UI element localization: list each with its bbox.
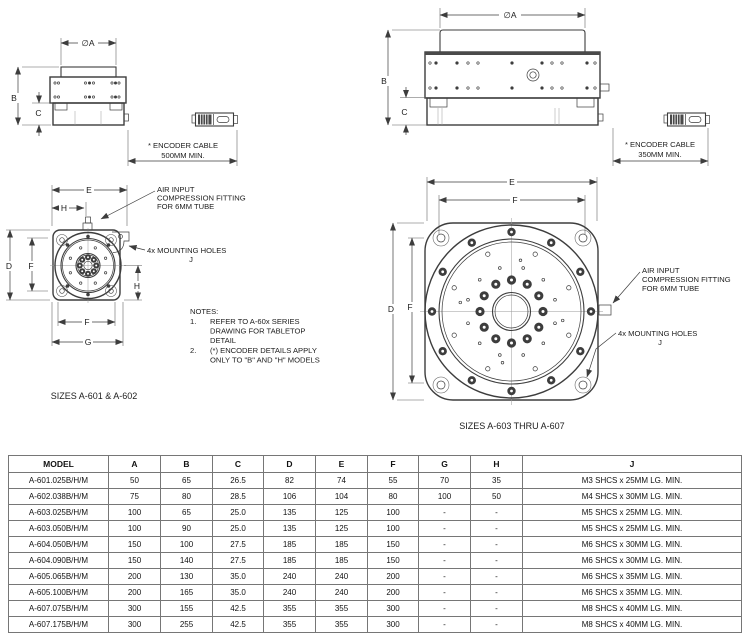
table-cell: 240 [316,569,368,585]
table-row [9,537,742,553]
table-cell: A-603.050B/H/M [9,521,109,537]
note-2-line1: (*) ENCODER DETAILS APPLY [210,346,317,355]
table-cell: 130 [161,569,213,585]
dim-e: E [509,177,515,187]
dim-e: E [86,185,92,195]
table-cell: - [419,585,471,601]
dim-b: B [381,76,387,86]
table-row [9,505,742,521]
table-cell: 240 [264,569,316,585]
encoder-cable-note-line2: 500MM MIN. [161,151,205,160]
dim-c: C [35,108,42,118]
dim-dia-a: ∅A [81,38,95,48]
table-cell: - [471,617,523,633]
table-cell: 185 [264,553,316,569]
notes-block [190,307,320,365]
table-cell: A-603.025B/H/M [9,505,109,521]
dim-f-top: F [512,195,518,205]
table-cell: 200 [368,569,419,585]
table-cell: 27.5 [213,553,264,569]
table-cell: M6 SHCS x 30MM LG. MIN. [523,537,742,553]
table-cell: 240 [264,585,316,601]
table-cell: 25.0 [213,505,264,521]
header-cell: J [523,456,742,473]
table-cell: 200 [109,569,161,585]
table-cell: 42.5 [213,601,264,617]
table-cell: 25.0 [213,521,264,537]
table-cell: 80 [368,489,419,505]
header-cell: E [316,456,368,473]
header-cell: C [213,456,264,473]
table-cell: 135 [264,505,316,521]
table-cell: 255 [161,617,213,633]
table-cell: M6 SHCS x 35MM LG. MIN. [523,585,742,601]
table-cell: 65 [161,473,213,489]
table-cell: - [419,553,471,569]
encoder-cable-note-line2: 350MM MIN. [638,150,682,159]
table-cell: 150 [368,537,419,553]
mounting-holes-ref: J [189,255,193,264]
body-holes [429,62,596,89]
table-cell: M5 SHCS x 25MM LG. MIN. [523,521,742,537]
table-cell: A-607.075B/H/M [9,601,109,617]
table-cell: - [419,521,471,537]
table-cell: A-607.175B/H/M [9,617,109,633]
note-1-line2: DRAWING FOR TABLETOP [210,326,306,336]
table-cell: 355 [316,617,368,633]
table-cell: 100 [109,505,161,521]
table-cell: 140 [161,553,213,569]
side-view-large [379,8,710,166]
table-cell: 104 [316,489,368,505]
table-cell: 300 [368,601,419,617]
air-input-label-line3: FOR 6MM TUBE [642,284,700,293]
table-cell: 355 [316,601,368,617]
dim-f-left: F [407,302,413,312]
table-cell: 300 [109,601,161,617]
notes-title: NOTES: [190,307,219,316]
table-row [9,617,742,633]
table-cell: 200 [368,585,419,601]
table-cell: 125 [316,521,368,537]
table-cell: 74 [316,473,368,489]
mounting-holes-label: 4x MOUNTING HOLES [618,329,698,338]
table-cell: 50 [109,473,161,489]
table-cell: 42.5 [213,617,264,633]
table-cell: 355 [264,601,316,617]
encoder-connector-icon [192,113,238,126]
table-cell: - [471,585,523,601]
table-cell: A-601.025B/H/M [9,473,109,489]
caption-sizes-small: SIZES A-601 & A-602 [50,391,138,401]
mounting-holes-label: 4x MOUNTING HOLES [147,246,227,255]
table-row [9,489,742,505]
spec-table [8,455,742,633]
table-cell: - [471,553,523,569]
table-cell: 100 [368,521,419,537]
table-cell: 28.5 [213,489,264,505]
table-cell: 75 [109,489,161,505]
note-1-line1: REFER TO A-60x SERIES [210,317,300,326]
table-cell: - [471,521,523,537]
body-holes [54,82,120,98]
table-cell: A-604.090B/H/M [9,553,109,569]
dim-h-top: H [60,203,68,213]
table-cell: 100 [368,505,419,521]
table-cell: - [419,537,471,553]
table-cell: - [419,617,471,633]
table-cell: - [471,569,523,585]
table-cell: 35.0 [213,585,264,601]
encoder-cable-note-line1: * ENCODER CABLE [147,141,219,150]
note-2-line2: ONLY TO "B" AND "H" MODELS [210,355,320,365]
spec-table-header [9,456,742,473]
spec-table-body [9,473,742,633]
encoder-cable-note-line1: * ENCODER CABLE [624,140,696,149]
encoder-connector-icon [664,113,710,126]
table-cell: 165 [161,585,213,601]
table-cell: A-605.100B/H/M [9,585,109,601]
table-cell: 106 [264,489,316,505]
table-cell: 82 [264,473,316,489]
table-cell: 100 [161,537,213,553]
air-input-label-line1: AIR INPUT [642,266,680,275]
table-cell: 35 [471,473,523,489]
dim-d: D [387,304,395,314]
table-cell: - [471,505,523,521]
table-cell: 240 [316,585,368,601]
table-row [9,569,742,585]
dim-f-left: F [28,261,34,271]
table-cell: M8 SHCS x 40MM LG. MIN. [523,601,742,617]
table-row [9,585,742,601]
table-cell: - [419,601,471,617]
header-cell: A [109,456,161,473]
table-cell: 50 [471,489,523,505]
table-cell: M5 SHCS x 25MM LG. MIN. [523,505,742,521]
air-fitting [599,305,611,315]
table-row [9,553,742,569]
table-row [9,473,742,489]
table-cell: 80 [161,489,213,505]
header-cell: MODEL [9,456,109,473]
air-input-label-line2: COMPRESSION FITTING [157,193,246,203]
air-fitting [83,217,92,230]
table-cell: M3 SHCS x 25MM LG. MIN. [523,473,742,489]
table-cell: 65 [161,505,213,521]
table-cell: 135 [264,521,316,537]
dim-d: D [5,261,13,271]
table-row [9,521,742,537]
note-1-line3: DETAIL [210,336,237,345]
dim-f-bottom: F [84,317,90,327]
table-cell: 55 [368,473,419,489]
table-cell: M4 SHCS x 30MM LG. MIN. [523,489,742,505]
table-cell: 200 [109,585,161,601]
table-cell: 185 [264,537,316,553]
header-cell: B [161,456,213,473]
dim-dia-a: ∅A [503,10,517,20]
table-cell: 125 [316,505,368,521]
dim-g: G [84,337,92,347]
top-view-large [386,176,731,431]
table-cell: 150 [368,553,419,569]
table-cell: - [471,601,523,617]
air-input-label-line1: AIR INPUT [157,185,195,194]
table-cell: M6 SHCS x 30MM LG. MIN. [523,553,742,569]
header-cell: H [471,456,523,473]
table-cell: 26.5 [213,473,264,489]
side-view-small [9,37,238,166]
dim-h-right: H [133,281,141,291]
top-view-small [4,184,246,401]
header-cell: G [419,456,471,473]
table-row [9,601,742,617]
table-cell: 185 [316,537,368,553]
table-cell: 155 [161,601,213,617]
note-1-num: 1. [190,317,197,326]
dim-c: C [401,107,408,117]
table-cell: 100 [109,521,161,537]
air-input-label-line3: FOR 6MM TUBE [157,202,215,211]
table-cell: 300 [109,617,161,633]
caption-sizes-large: SIZES A-603 THRU A-607 [459,421,565,431]
table-cell: - [471,537,523,553]
table-cell: 150 [109,553,161,569]
table-cell: 100 [419,489,471,505]
mounting-holes-ref: J [658,338,662,347]
table-cell: 27.5 [213,537,264,553]
table-cell: 300 [368,617,419,633]
note-2-num: 2. [190,346,197,355]
table-cell: 355 [264,617,316,633]
body-bolts [434,61,588,89]
table-cell: M6 SHCS x 35MM LG. MIN. [523,569,742,585]
table-cell: 150 [109,537,161,553]
table-cell: 70 [419,473,471,489]
table-cell: - [419,505,471,521]
dim-b: B [11,93,17,103]
table-cell: 185 [316,553,368,569]
table-cell: A-602.038B/H/M [9,489,109,505]
table-cell: 35.0 [213,569,264,585]
header-cell: D [264,456,316,473]
air-input-label-line2: COMPRESSION FITTING [642,275,731,284]
table-cell: A-604.050B/H/M [9,537,109,553]
header-cell: F [368,456,419,473]
table-cell: M8 SHCS x 40MM LG. MIN. [523,617,742,633]
table-cell: A-605.065B/H/M [9,569,109,585]
table-cell: 90 [161,521,213,537]
table-cell: - [419,569,471,585]
